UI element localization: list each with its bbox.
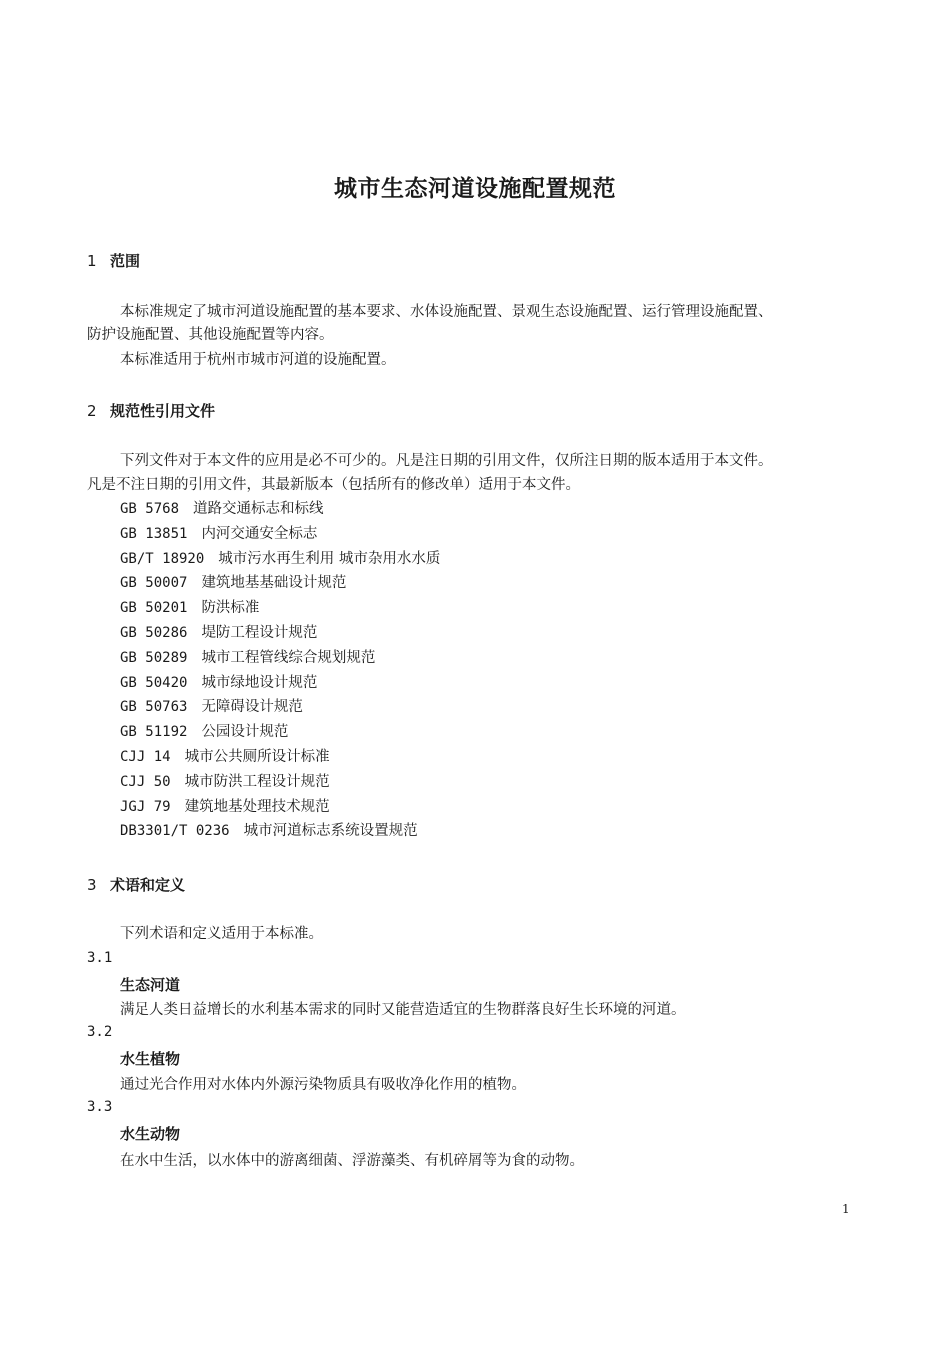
- reference-item: [120, 673, 317, 693]
- reference-code: GB 50007: [120, 575, 188, 592]
- term-definition: 在水中生活，以水体中的游离细菌、浮游藻类、有机碎屑等为食的动物。: [120, 1153, 584, 1169]
- section-number: 3: [87, 876, 97, 894]
- reference-title: 建筑地基基础设计规范: [201, 575, 347, 592]
- term-name: 水生动物: [120, 1125, 181, 1143]
- reference-item: [120, 623, 317, 643]
- reference-title: 城市绿地设计规范: [201, 674, 318, 691]
- reference-code: CJJ 50: [120, 773, 171, 790]
- reference-title: 城市河道标志系统设置规范: [243, 823, 418, 840]
- reference-title: 城市公共厕所设计标准: [184, 749, 330, 765]
- reference-item: [120, 499, 324, 519]
- term-definition: 通过光合作用对水体内外源污染物质具有吸收净化作用的植物。: [120, 1077, 526, 1093]
- references-intro-line-2: 凡是不注日期的引用文件，其最新版本（包括所有的修改单）适用于本文件。: [87, 477, 580, 493]
- section-title: 规范性引用文件: [110, 402, 216, 420]
- reference-code: DB3301/T 0236: [120, 823, 230, 840]
- reference-item: [120, 598, 259, 618]
- section-heading-references: [87, 400, 215, 421]
- reference-item: [120, 573, 346, 593]
- reference-item: [120, 697, 303, 717]
- reference-title: 建筑地基处理技术规范: [184, 798, 330, 815]
- reference-title: 无障碍设计规范: [201, 699, 303, 716]
- scope-paragraph-line-2: 防护设施配置、其他设施配置等内容。: [87, 327, 334, 343]
- terms-intro: 下列术语和定义适用于本标准。: [120, 926, 323, 942]
- reference-item: [120, 821, 418, 841]
- scope-applicability-paragraph: 本标准适用于杭州市城市河道的设施配置。: [120, 352, 396, 368]
- section-number: 2: [87, 402, 97, 420]
- document-title: 城市生态河道设施配置规范: [334, 176, 616, 202]
- reference-code: GB 5768: [120, 501, 180, 517]
- reference-code: GB 50289: [120, 649, 188, 666]
- section-heading-terms: [87, 874, 185, 895]
- reference-code: JGJ 79: [120, 798, 171, 815]
- reference-code: GB 50286: [120, 625, 188, 641]
- reference-title: 公园设计规范: [201, 724, 289, 741]
- reference-code: GB 13851: [120, 525, 188, 542]
- reference-title: 内河交通安全标志: [201, 525, 318, 542]
- reference-item: [120, 549, 440, 569]
- reference-code: GB 50420: [120, 674, 188, 691]
- reference-code: GB/T 18920: [120, 550, 205, 567]
- scope-paragraph-line-1: 本标准规定了城市河道设施配置的基本要求、水体设施配置、景观生态设施配置、运行管理设施配置、: [120, 304, 773, 320]
- reference-title: 防洪标准: [201, 600, 260, 617]
- reference-code: GB 51192: [120, 724, 188, 741]
- reference-item: [120, 524, 317, 544]
- reference-item: [120, 722, 288, 742]
- reference-title: 道路交通标志和标线: [193, 501, 324, 517]
- reference-item: [120, 772, 330, 792]
- reference-code: GB 50763: [120, 699, 188, 716]
- term-name: 生态河道: [120, 976, 181, 994]
- term-number: 3.2: [87, 1024, 113, 1040]
- reference-title: 堤防工程设计规范: [201, 625, 318, 641]
- references-intro-line-1: 下列文件对于本文件的应用是必不可少的。凡是注日期的引用文件，仅所注日期的版本适用于本文件。: [120, 453, 773, 469]
- reference-item: [120, 797, 330, 817]
- reference-code: CJJ 14: [120, 749, 171, 765]
- term-number: 3.1: [87, 950, 113, 966]
- reference-item: [120, 747, 330, 767]
- reference-item: [120, 648, 375, 668]
- section-title: 范围: [110, 252, 141, 270]
- section-number: 1: [87, 252, 97, 270]
- term-name: 水生植物: [120, 1050, 181, 1068]
- reference-title: 城市工程管线综合规划规范: [201, 649, 376, 666]
- reference-title: 城市防洪工程设计规范: [184, 773, 330, 790]
- term-number: 3.3: [87, 1099, 113, 1115]
- section-title: 术语和定义: [110, 876, 186, 894]
- page-number: 1: [842, 1202, 850, 1216]
- reference-title: 城市污水再生利用 城市杂用水水质: [218, 550, 441, 567]
- term-definition: 满足人类日益增长的水利基本需求的同时又能营造适宜的生物群落良好生长环境的河道。: [120, 1002, 686, 1018]
- reference-code: GB 50201: [120, 600, 188, 617]
- section-heading-scope: [87, 250, 140, 271]
